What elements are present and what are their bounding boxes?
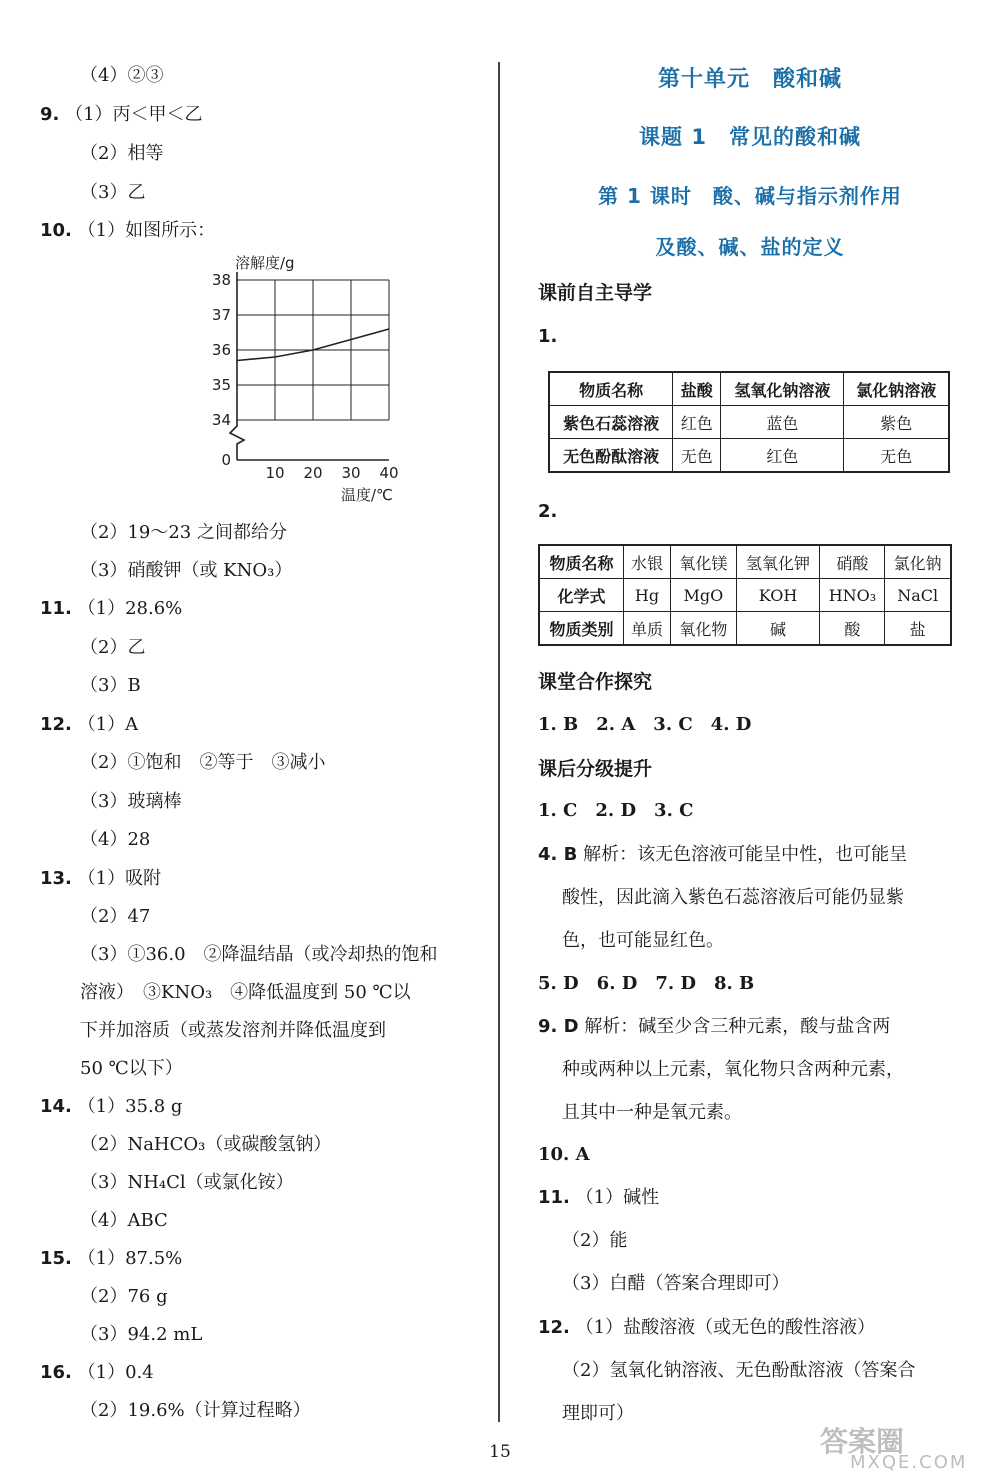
q13 (40, 867, 161, 891)
r-q9-head: 9. D (538, 1016, 579, 1037)
x-tick-label: 40 (379, 464, 399, 482)
table-cell: 蓝色 (721, 406, 844, 439)
r-q4-head: 4. B (538, 844, 578, 865)
unit-title: 第十单元 酸和碱 (657, 67, 842, 92)
q8-answer-4: （4）②③ (80, 65, 164, 86)
table-cell: 紫色 (844, 406, 949, 439)
q9-answer-2: （2）相等 (80, 143, 164, 164)
q16-number: 16. (40, 1362, 72, 1383)
table-cell: HNO₃ (820, 579, 885, 612)
q13-number: 13. (40, 868, 72, 889)
q13-answer-3-line1: （3）①36.0 ②降温结晶（或冷却热的饱和 (80, 944, 438, 965)
watermark-logo: 答案圈 (820, 1425, 905, 1458)
q14-answer-2: （2）NaHCO₃（或碳酸氢钠） (80, 1134, 332, 1155)
table-row (539, 612, 951, 646)
table-cell: 无色 (673, 439, 721, 473)
q12-answer-4: （4）28 (80, 829, 151, 850)
y-tick-label: 36 (211, 341, 231, 359)
table-cell: 氧化镁 (671, 545, 737, 579)
table-row (549, 439, 949, 473)
q16 (40, 1361, 154, 1385)
r-q9-line3: 且其中一种是氧元素。 (562, 1102, 742, 1123)
x-tick-label: 20 (303, 464, 323, 482)
q10-answer-2: （2）19～23 之间都给分 (80, 522, 287, 543)
r-q5-8: 5. D 6. D 7. D 8. B (538, 973, 755, 994)
chart-x-label: 温度/℃ (341, 486, 393, 504)
y-tick-label: 38 (211, 271, 231, 289)
table-cell: 紫色石蕊溶液 (549, 406, 673, 439)
table-cell: 单质 (623, 612, 670, 646)
table-cell: Hg (623, 579, 670, 612)
q15-number: 15. (40, 1248, 72, 1269)
solubility-chart (185, 250, 415, 505)
table-cell: 盐 (885, 612, 951, 646)
in-class-answers: 1. B 2. A 3. C 4. D (538, 714, 752, 735)
table-header-row (549, 372, 949, 406)
period-title-line2: 及酸、碱、盐的定义 (655, 235, 845, 259)
table-cell: 盐酸 (673, 372, 721, 406)
q13-answer-3-line4: 50 ℃以下） (80, 1058, 183, 1079)
q16-answer-1: （1）0.4 (77, 1362, 154, 1383)
table-cell: 氯化钠溶液 (844, 372, 949, 406)
r-q4-line1: 解析：该无色溶液可能呈中性，也可能呈 (583, 844, 908, 865)
table-cell: 红色 (721, 439, 844, 473)
r-q4-line2: 酸性，因此滴入紫色石蕊溶液后可能仍显紫 (562, 887, 904, 908)
lesson-title: 课题 1 常见的酸和碱 (639, 125, 861, 149)
x-tick-label: 30 (341, 464, 361, 482)
section-after-class: 课后分级提升 (538, 758, 653, 780)
q14-number: 14. (40, 1096, 72, 1117)
table-cell: 氯化钠 (885, 545, 951, 579)
table-cell: 酸 (820, 612, 885, 646)
r-q11-answer-2: （2）能 (562, 1230, 628, 1251)
y-tick-label: 37 (211, 306, 231, 324)
r-q12-answer-2-line2: 理即可） (562, 1403, 634, 1424)
q13-answer-3-line3: 下并加溶质（或蒸发溶剂并降低温度到 (80, 1020, 386, 1041)
q15 (40, 1247, 182, 1271)
q13-answer-2: （2）47 (80, 906, 151, 927)
q15-answer-3: （3）94.2 mL (80, 1324, 203, 1345)
q10-answer-1: （1）如图所示： (77, 220, 216, 241)
table-cell: 物质名称 (539, 545, 623, 579)
q11 (40, 597, 182, 621)
table-cell: 水银 (623, 545, 670, 579)
watermark-url: MXQE.COM (850, 1452, 968, 1473)
q14-answer-3: （3）NH₄Cl（或氯化铵） (80, 1172, 294, 1193)
y-axis-with-break (230, 272, 244, 460)
q9-answer-1: （1）丙＜甲＜乙 (65, 104, 203, 125)
chart-tick-labels (212, 271, 399, 482)
r-q12-answer-2-line1: （2）氢氧化钠溶液、无色酚酞溶液（答案合 (562, 1360, 916, 1381)
q12-number: 12. (40, 714, 72, 735)
chart-axes (230, 272, 389, 460)
table-cell: 硝酸 (820, 545, 885, 579)
q15-answer-2: （2）76 g (80, 1286, 168, 1307)
table-cell: 碱 (736, 612, 820, 646)
table-cell: 红色 (673, 406, 721, 439)
column-divider (498, 62, 500, 1422)
page-number: 15 (489, 1442, 511, 1462)
table-header-row (539, 545, 951, 579)
r-q9-line2: 种或两种以上元素，氧化物只含两种元素， (562, 1059, 904, 1080)
r-q9 (538, 1015, 890, 1039)
y-tick-label: 35 (211, 376, 231, 394)
r-q9-line1: 解析：碱至少含三种元素，酸与盐含两 (584, 1016, 891, 1037)
r-q12-answer-1: （1）盐酸溶液（或无色的酸性溶液） (575, 1317, 876, 1338)
q12-answer-1: （1）A (77, 714, 139, 735)
q13-answer-3-line2: 溶液） ③KNO₃ ④降低温度到 50 ℃以 (80, 982, 411, 1003)
table-cell: 无色 (844, 439, 949, 473)
q11-answer-2: （2）乙 (80, 637, 146, 658)
r-q4 (538, 843, 907, 867)
q11-answer-1: （1）28.6% (77, 598, 183, 619)
q11-answer-3: （3）B (80, 675, 141, 696)
y-tick-label: 34 (211, 411, 231, 429)
r-q11-answer-1: （1）碱性 (575, 1187, 660, 1208)
table-cell: 氢氧化钾 (736, 545, 820, 579)
q10 (40, 219, 215, 243)
r-q12-number: 12. (538, 1317, 570, 1338)
y-tick-label: 0 (221, 451, 231, 469)
s2-number: 2. (538, 501, 558, 522)
q10-number: 10. (40, 220, 72, 241)
r-q11-number: 11. (538, 1187, 570, 1208)
r-q11 (538, 1186, 659, 1210)
table-cell: 无色酚酞溶液 (549, 439, 673, 473)
period-title-line1: 第 1 课时 酸、碱与指示剂作用 (598, 184, 902, 208)
table-cell: KOH (736, 579, 820, 612)
s1-number: 1. (538, 326, 558, 347)
q12-answer-3: （3）玻璃棒 (80, 791, 182, 812)
substance-table (538, 544, 952, 646)
table-cell: 化学式 (539, 579, 623, 612)
q14-answer-1: （1）35.8 g (77, 1096, 183, 1117)
q9 (40, 103, 203, 127)
r-q12 (538, 1316, 875, 1340)
section-in-class: 课堂合作探究 (538, 671, 653, 693)
table-row (549, 406, 949, 439)
after-class-answers-1-3: 1. C 2. D 3. C (538, 800, 694, 821)
q11-number: 11. (40, 598, 72, 619)
q9-number: 9. (40, 104, 60, 125)
q10-answer-3: （3）硝酸钾（或 KNO₃） (80, 560, 293, 581)
q12 (40, 713, 138, 737)
q12-answer-2: （2）①饱和 ②等于 ③减小 (80, 752, 326, 773)
x-tick-label: 10 (265, 464, 285, 482)
q14-answer-4: （4）ABC (80, 1210, 168, 1231)
q9-answer-3: （3）乙 (80, 182, 146, 203)
table-cell: 物质名称 (549, 372, 673, 406)
table-cell: NaCl (885, 579, 951, 612)
q14 (40, 1095, 182, 1119)
r-q11-answer-3: （3）白醋（答案合理即可） (562, 1273, 790, 1294)
r-q10: 10. A (538, 1144, 590, 1165)
section-pre-class: 课前自主导学 (538, 282, 653, 304)
table-cell: 氧化物 (671, 612, 737, 646)
r-q4-line3: 色，也可能显红色。 (562, 930, 724, 951)
q13-answer-1: （1）吸附 (77, 868, 162, 889)
table-cell: 氢氧化钠溶液 (721, 372, 844, 406)
q16-answer-2: （2）19.6%（计算过程略） (80, 1400, 311, 1421)
indicator-table (548, 371, 950, 473)
q15-answer-1: （1）87.5% (77, 1248, 183, 1269)
chart-y-label: 溶解度/g (235, 254, 295, 272)
table-row (539, 579, 951, 612)
table-cell: MgO (671, 579, 737, 612)
table-cell: 物质类别 (539, 612, 623, 646)
